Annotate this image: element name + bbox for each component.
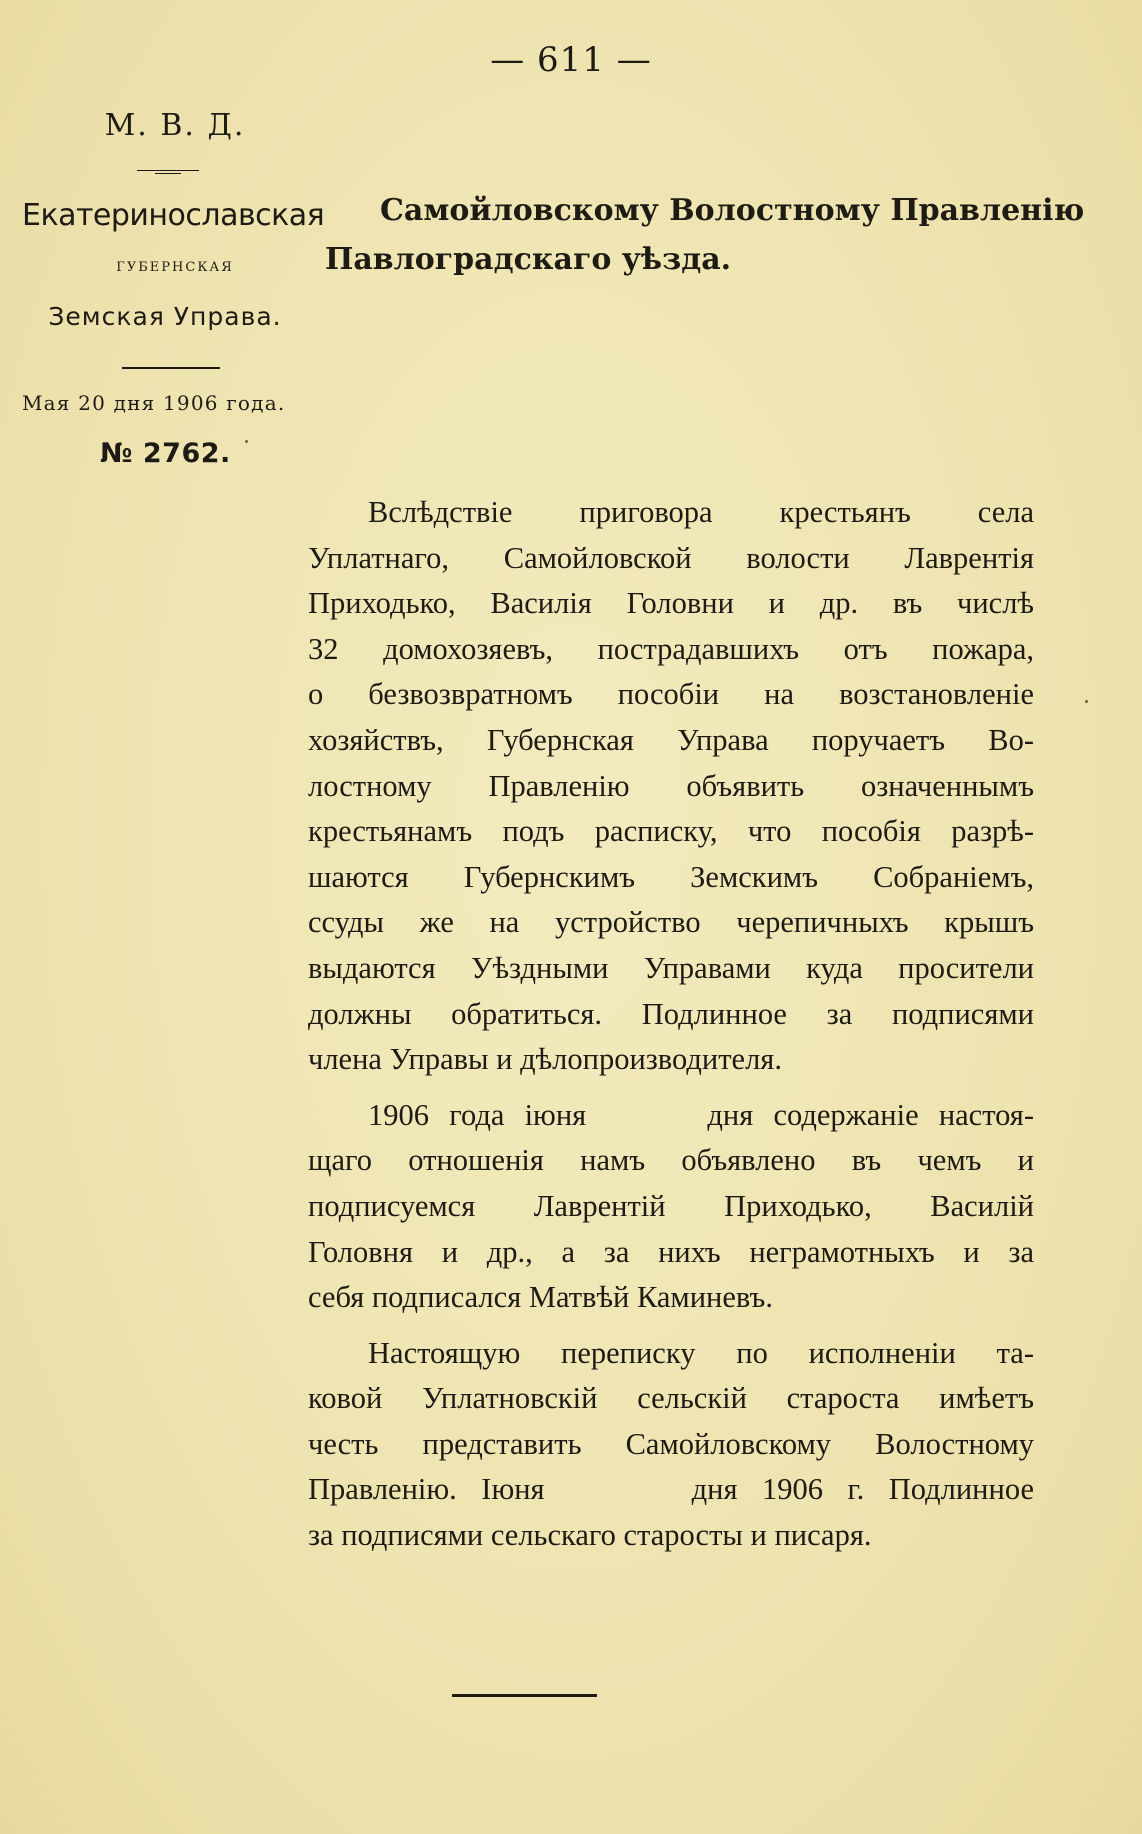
- divider-rule: [122, 367, 220, 369]
- text-line: Правленію. Іюня дня 1906 г. Подлинное: [308, 1472, 1034, 1507]
- addressee-block: [325, 186, 1085, 284]
- governorate-word: ГУБЕРНСКАЯ: [116, 260, 234, 275]
- letter-body: [308, 490, 1034, 1559]
- ministry-abbreviation: М. В. Д.: [104, 108, 246, 143]
- text-line: ссуды же на устройство черепичныхъ крышъ: [308, 905, 1034, 940]
- text-line: члена Управы и дѣлопроизводителя.: [308, 1042, 782, 1077]
- addressee-line: Самойловскому Волостному Правленію: [380, 193, 1085, 228]
- end-rule: [452, 1694, 597, 1697]
- text-line: выдаются Уѣздными Управами куда просители: [308, 950, 1034, 985]
- addressee-line: Павлоградскаго уѣзда.: [325, 242, 732, 277]
- text-line: лостному Правленію объявить означеннымъ: [308, 768, 1034, 803]
- text-line: о безвозвратномъ пособіи на возстановленіе: [308, 677, 1034, 712]
- document-number: № 2762.: [100, 438, 231, 469]
- text-line: Уплатнаго, Самойловской волости Лаврентія: [308, 540, 1034, 575]
- text-line: за подписями сельскаго старосты и писаря.: [308, 1518, 872, 1553]
- text-line: Приходько, Василія Головни и др. въ числѣ: [308, 586, 1034, 621]
- text-line: Настоящую переписку по исполненіи та-: [368, 1335, 1034, 1370]
- text-line: Головня и др., а за нихъ неграмотныхъ и за: [308, 1234, 1034, 1269]
- paragraph-1: [308, 490, 1034, 1083]
- text-line: крестьянамъ подъ расписку, что пособія разрѣ-: [308, 814, 1034, 849]
- zemstvo-board: Земская Управа.: [48, 302, 282, 331]
- paragraph-2: [308, 1093, 1034, 1321]
- text-line: хозяйствъ, Губернская Управа поручаетъ Во-: [308, 722, 1034, 757]
- text-line: подписуемся Лаврентій Приходько, Василій: [308, 1188, 1034, 1223]
- text-line: должны обратиться. Подлинное за подписями: [308, 996, 1034, 1031]
- text-line: 1906 года іюня дня содержаніе настоя-: [368, 1097, 1034, 1132]
- text-line: честь представить Самойловскому Волостному: [308, 1426, 1034, 1461]
- text-line: себя подписался Матвѣй Каминевъ.: [308, 1280, 773, 1315]
- paragraph-3: [308, 1331, 1034, 1559]
- province-name: Екатеринославская: [22, 198, 325, 233]
- text-line: Вслѣдствіе приговора крестьянъ села: [368, 495, 1034, 529]
- document-date: Мая 20 дня 1906 года.: [22, 391, 286, 415]
- ornament-divider: [137, 170, 199, 173]
- text-line: 32 домохозяевъ, пострадавшихъ отъ пожара,: [308, 631, 1034, 666]
- text-line: шаются Губернскимъ Земскимъ Собраніемъ,: [308, 859, 1034, 894]
- page-number: — 611 —: [490, 40, 652, 80]
- paper-speck: [1085, 700, 1088, 703]
- text-line: щаго отношенія намъ объявлено въ чемъ и: [308, 1143, 1034, 1178]
- paper-speck: [245, 440, 248, 443]
- text-line: ковой Уплатновскій сельскій староста имѣетъ: [308, 1381, 1034, 1416]
